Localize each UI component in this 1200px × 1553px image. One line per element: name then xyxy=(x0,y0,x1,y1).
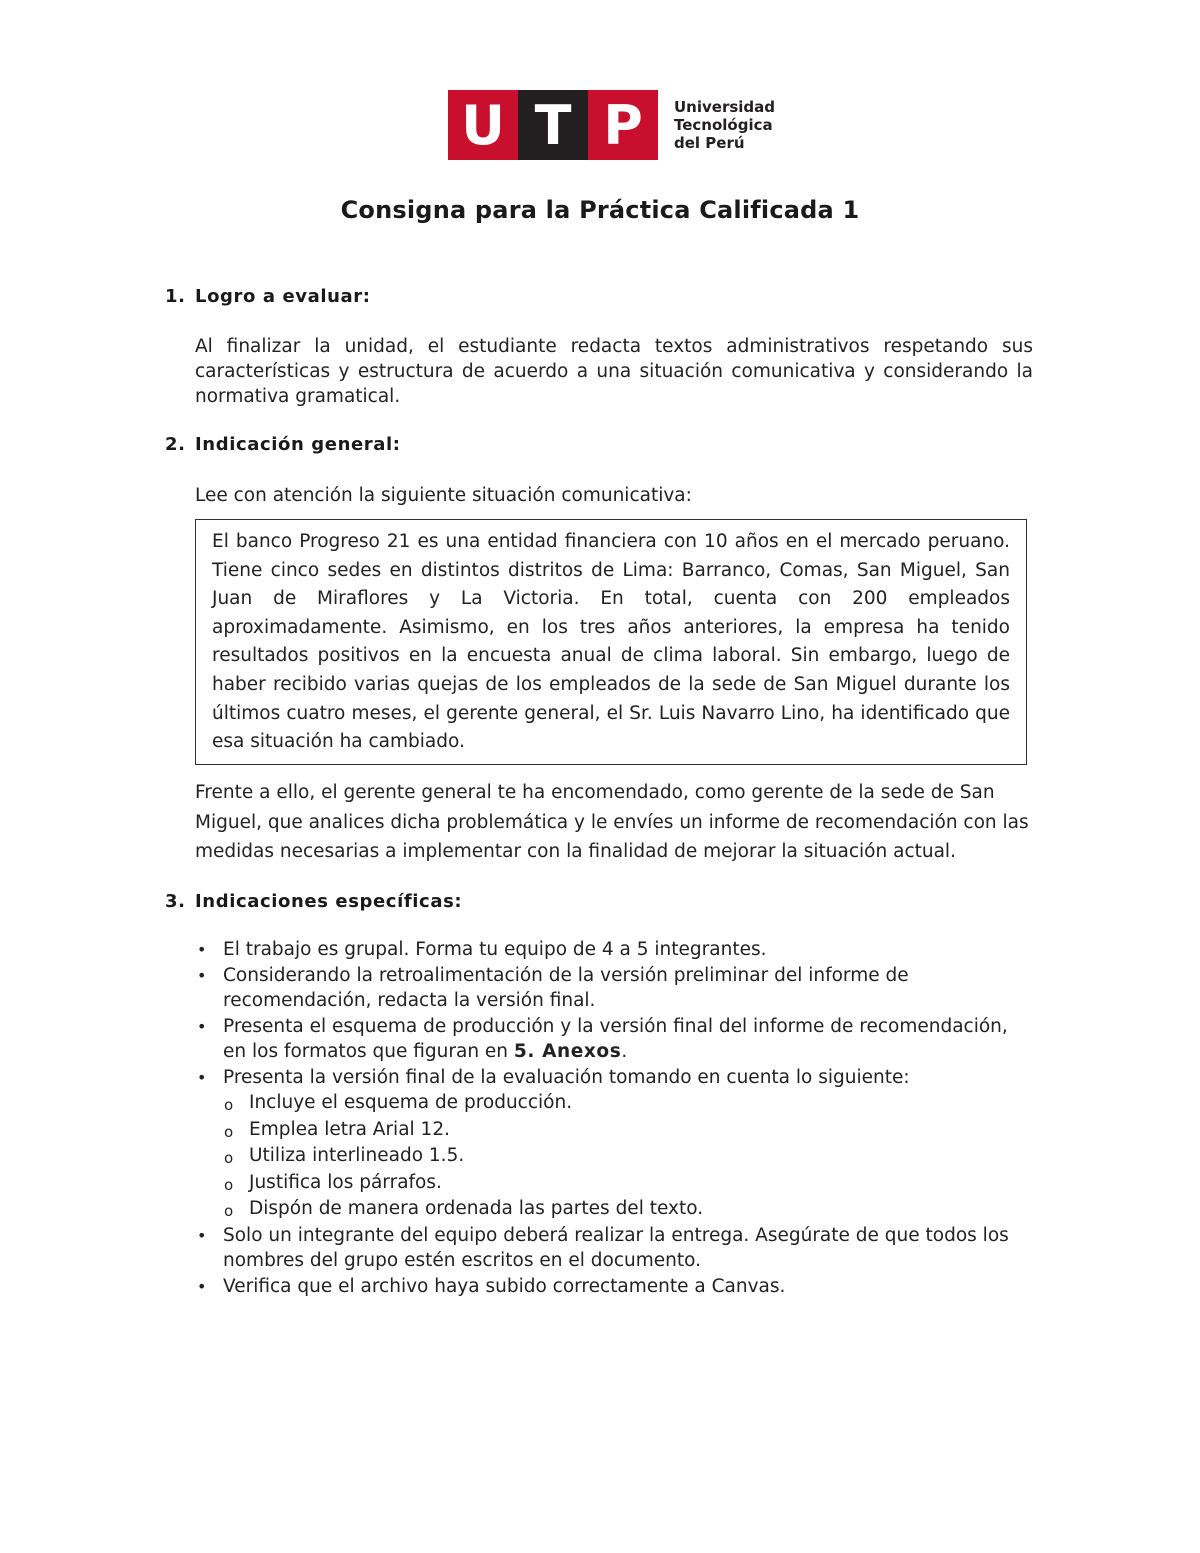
circle-bullet-icon: o xyxy=(224,1175,234,1194)
sub-list-item-text: Justifica los párrafos. xyxy=(249,1171,442,1193)
list-item-text: Solo un integrante del equipo deberá realizar la entrega. Asegúrate de que todos los nombres del grupo estén escritos en el documento. xyxy=(223,1224,1009,1271)
anexos-reference: 5. Anexos xyxy=(513,1041,622,1062)
page-title: Consigna para la Práctica Calificada 1 xyxy=(340,196,860,224)
bullet-icon: • xyxy=(197,1225,207,1245)
circle-bullet-icon: o xyxy=(224,1122,234,1141)
list-item xyxy=(195,1014,1035,1065)
logo-line-1: Universidad xyxy=(674,98,776,116)
sub-list-item xyxy=(223,1170,1035,1197)
section-heading-indicacion xyxy=(165,434,401,455)
section-number: 2. xyxy=(165,434,186,455)
logo-line-2: Tecnológica xyxy=(674,116,773,134)
circle-bullet-icon: o xyxy=(224,1096,234,1114)
section-label: Indicación general: xyxy=(195,434,401,455)
bullet-icon: • xyxy=(197,1067,207,1087)
list-item-text: Considerando la retroalimentación de la versión preliminar del informe de recomendación, redacta la versión final. xyxy=(223,964,909,1011)
circle-bullet-icon: o xyxy=(224,1149,234,1167)
section-number: 1. xyxy=(165,286,186,307)
bullet-icon: • xyxy=(197,965,207,985)
sub-list-item-text: Dispón de manera ordenada las partes del texto. xyxy=(249,1198,704,1219)
list-item xyxy=(195,1065,1035,1223)
sub-list-item xyxy=(223,1196,1035,1223)
logo-line-3: del Perú xyxy=(674,134,745,152)
logo-wordmark xyxy=(674,98,775,152)
bullet-icon: • xyxy=(197,1276,207,1296)
bullet-icon: • xyxy=(197,940,207,959)
section-heading-especificas xyxy=(165,891,462,912)
list-item-text: Verifica que el archivo haya subido correctamente a Canvas. xyxy=(223,1275,786,1297)
sub-list-item-text: Utiliza interlineado 1.5. xyxy=(249,1145,465,1166)
utp-logo xyxy=(448,90,775,160)
logo-letter-t: T xyxy=(518,90,588,160)
sub-list-item xyxy=(223,1143,1035,1170)
section-heading-logro xyxy=(165,286,371,307)
sub-list xyxy=(223,1090,1035,1223)
circle-bullet-icon: o xyxy=(224,1202,234,1220)
list-item-text: Presenta el esquema de producción y la versión final del informe de recomendación, en los formatos que figuran en xyxy=(223,1015,1008,1062)
list-item xyxy=(195,1223,1035,1274)
bullet-icon: • xyxy=(197,1016,207,1036)
logro-paragraph: Al finalizar la unidad, el estudiante redacta textos administrativos respetando sus características y estructura de acuerdo a una situación comunicativa y considerando la normativa gramatical. xyxy=(195,336,1033,407)
logo-letter-u: U xyxy=(448,90,518,160)
list-item xyxy=(195,963,1035,1014)
indicacion-intro: Lee con atención la siguiente situación comunicativa: xyxy=(195,485,692,506)
list-item-text: El trabajo es grupal. Forma tu equipo de 4 a 5 integrantes. xyxy=(223,939,767,960)
list-item xyxy=(195,1274,1035,1300)
list-item-text: Presenta la versión final de la evaluación tomando en cuenta lo siguiente: xyxy=(223,1066,910,1088)
instructions-list xyxy=(195,937,1035,1299)
section-label: Indicaciones específicas: xyxy=(195,891,463,912)
sub-list-item xyxy=(223,1117,1035,1144)
section-number: 3. xyxy=(165,891,186,912)
logo-letter-p: P xyxy=(588,90,658,160)
section-label: Logro a evaluar: xyxy=(195,286,371,307)
list-item-text-end: . xyxy=(621,1041,628,1062)
sub-list-item xyxy=(223,1090,1035,1117)
sub-list-item-text: Incluye el esquema de producción. xyxy=(249,1092,573,1113)
sub-list-item-text: Emplea letra Arial 12. xyxy=(249,1118,450,1140)
case-box xyxy=(195,519,1027,765)
list-item xyxy=(195,937,1035,963)
case-paragraph: El banco Progreso 21 es una entidad financiera con 10 años en el mercado peruano. Tiene cinco sedes en distintos distritos de Lima: Barranco, Comas, San Miguel, San Juan de Miraflores y La Victoria. En total, cuenta con 200 empleados aproximadamente. Asimismo, en los tres años anteriores, la empresa ha tenido resultados positivos en la encuesta anual de clima laboral. Sin embargo, luego de haber recibido varias quejas de los empleados de la sede de San Miguel durante los últimos cuatro meses, el gerente general, el Sr. Luis Navarro Lino, ha identificado que esa situación ha cambiado. xyxy=(212,531,1010,753)
task-paragraph: Frente a ello, el gerente general te ha encomendado, como gerente de la sede de San Miguel, que analices dicha problemática y le envíes un informe de recomendación con las medidas necesarias a implementar con la finalidad de mejorar la situación actual. xyxy=(195,782,1029,862)
